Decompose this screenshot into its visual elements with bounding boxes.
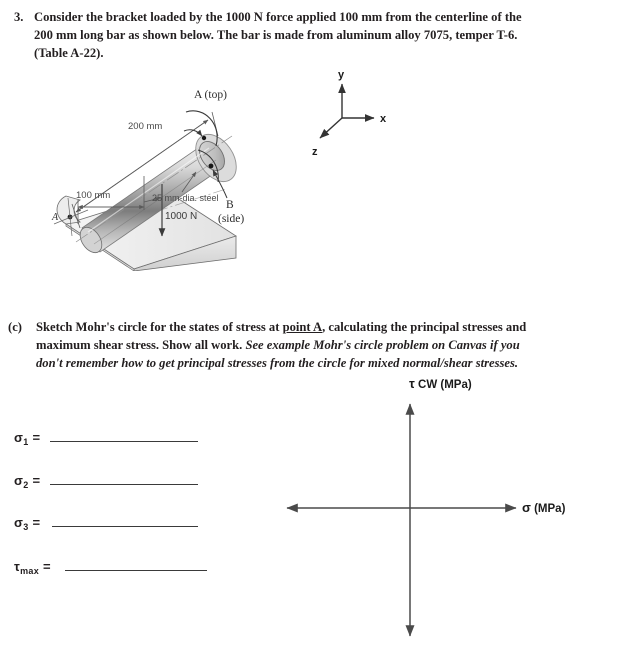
sigma-3-answer-blank[interactable] (52, 526, 198, 527)
triad-y-label: y (338, 69, 345, 81)
force-label: 1000 N (165, 211, 198, 222)
triad-z-axis (320, 118, 342, 138)
tau-axis-label (409, 376, 472, 391)
sigma-2-symbol: σ (14, 473, 24, 488)
problem-3-statement (14, 8, 620, 62)
part-c-line-3 (36, 354, 526, 372)
triad-z-label: z (312, 146, 318, 158)
tau-axis-units: CW (MPa) (414, 379, 472, 391)
answer-row-sigma-1 (14, 423, 234, 445)
problem-3-text (34, 8, 522, 62)
tau-max-symbol: τ (14, 559, 21, 574)
dim-200mm-label: 200 mm (128, 121, 163, 132)
triad-x-label: x (380, 113, 387, 125)
part-c-line-1-post: , calculating the principal stresses and (322, 320, 527, 334)
point-a-italic-label: A (52, 212, 59, 223)
problem-3-line-3: (Table A-22). (34, 46, 104, 60)
handwritten-a-top-label: A (top) (194, 89, 227, 101)
part-c-line-2-plain: maximum shear stress. Show all work. (36, 338, 246, 352)
problem-3-line-2: 200 mm long bar as shown below. The bar is made from aluminum alloy 7075, temper T-6. (34, 28, 518, 42)
part-c-number: (c) (8, 320, 22, 334)
sigma-axis-units: (MPa) (530, 503, 566, 515)
sigma-1-symbol: σ (14, 430, 24, 445)
rod-spec-label: 25 mm-dia. steel (152, 193, 219, 203)
tau-max-subscript: max (20, 565, 40, 576)
tau-axis-symbol: τ (409, 376, 415, 391)
part-c-text (36, 318, 526, 372)
answer-row-sigma-2 (14, 466, 234, 488)
answer-row-tau-max (14, 552, 234, 574)
sigma-1-equals: = (32, 430, 41, 445)
mohr-circle-axes (278, 372, 630, 644)
problem-3-line-1: Consider the bracket loaded by the 1000 N force applied 100 mm from the centerline of the (34, 10, 522, 24)
tau-max-label (14, 559, 51, 574)
sigma-3-equals: = (32, 515, 41, 530)
tau-max-answer-blank[interactable] (65, 570, 207, 571)
sigma-2-label (14, 473, 40, 488)
sigma-3-subscript: 3 (23, 521, 29, 532)
tau-max-equals: = (42, 559, 51, 574)
problem-3-number: 3. (14, 10, 24, 24)
sigma-axis-label (522, 500, 565, 515)
sigma-1-label (14, 430, 40, 445)
dim-100mm-label: 100 mm (76, 190, 111, 201)
handwritten-b-side-label: (side) (218, 213, 245, 225)
sigma-1-answer-blank[interactable] (50, 441, 198, 442)
sigma-1-subscript: 1 (23, 436, 29, 447)
part-c-line-1-pre: Sketch Mohr's circle for the states of stress at (36, 320, 283, 334)
sigma-axis-symbol: σ (522, 500, 531, 515)
sigma-2-subscript: 2 (23, 479, 29, 490)
sigma-3-symbol: σ (14, 515, 24, 530)
coordinate-triad (302, 66, 412, 164)
bracket-figure (36, 76, 286, 271)
handwritten-b-label: B (226, 199, 234, 211)
part-c-line-1 (36, 318, 526, 336)
sigma-2-equals: = (32, 473, 41, 488)
part-c-statement (8, 318, 620, 372)
part-c-line-2-italic: See example Mohr's circle problem on Canvas if you (245, 338, 520, 352)
part-c-line-3-italic: don't remember how to get principal stresses from the circle for mixed normal/shear stresses. (36, 356, 519, 370)
sigma-3-label (14, 515, 40, 530)
part-c-point-a-underlined: point A (282, 320, 323, 334)
answer-row-sigma-3 (14, 508, 234, 530)
part-c-line-2 (36, 336, 526, 354)
sigma-2-answer-blank[interactable] (50, 484, 198, 485)
